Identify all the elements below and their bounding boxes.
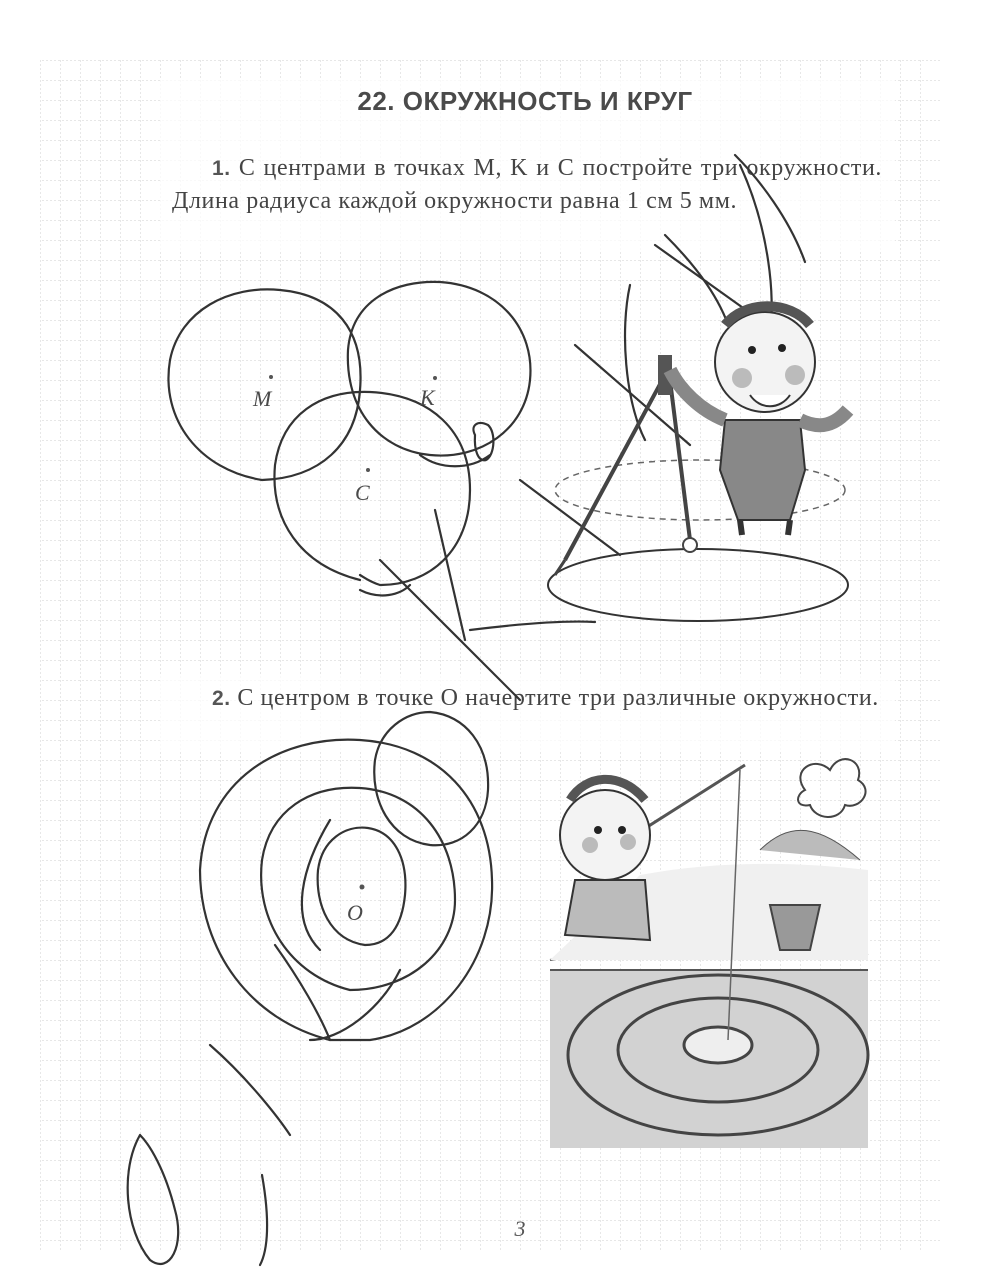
task-1: [172, 152, 882, 218]
point-label-m: M: [253, 386, 272, 411]
task-2-text: С центром в точке O начертите три различные окружности.: [237, 685, 879, 711]
point-label-o: O: [347, 900, 363, 925]
task-2-number: 2.: [212, 687, 231, 710]
point-label-c: C: [355, 480, 370, 505]
task-2: [172, 682, 882, 715]
page-number: 3: [514, 1216, 526, 1241]
page-title: 22. ОКРУЖНОСТЬ И КРУГ: [357, 86, 693, 116]
point-label-k: K: [420, 385, 435, 410]
task-1-number: 1.: [212, 157, 231, 180]
task-1-text: С центрами в точках M, K и C постройте три окружности. Длина радиуса каждой окружности равна 1 см 5 мм.: [172, 155, 882, 214]
